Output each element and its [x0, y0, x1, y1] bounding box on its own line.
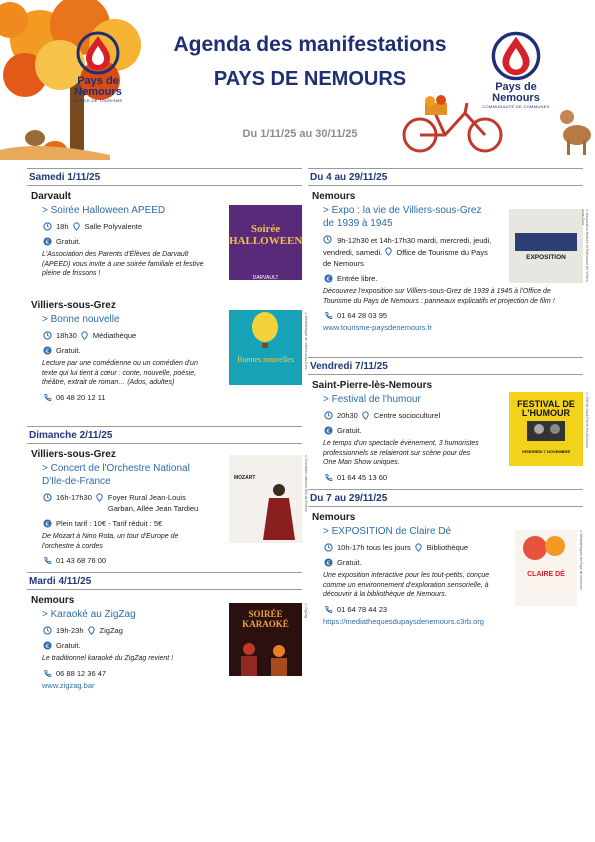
event-town: Nemours [31, 595, 75, 606]
event-price-line [42, 640, 207, 651]
event-expo-claire-de [310, 512, 583, 652]
event-time-line [323, 410, 483, 421]
photo-credit: ©Médiathèque de Villiers-sous-Grez [304, 312, 308, 370]
event-time-line [42, 625, 207, 636]
event-website-link[interactable]: www.zigzag.bar [42, 680, 95, 690]
event-price-line [42, 518, 210, 529]
date-range: Du 1/11/25 au 30/11/25 [242, 128, 358, 140]
event-poster [229, 455, 302, 543]
event-price: Gratuit. [337, 558, 362, 567]
event-town: Darvault [31, 191, 72, 202]
event-phone-line [323, 604, 493, 615]
children-photo-icon [515, 530, 577, 564]
event-price-line [42, 345, 207, 356]
poster-title: EXPOSITION [526, 254, 566, 261]
svg-text:€: € [326, 427, 331, 435]
location-pin-icon [413, 543, 424, 552]
event-phone-line [42, 555, 210, 566]
svg-text:€: € [45, 520, 50, 528]
euro-icon [323, 558, 334, 567]
event-website-link[interactable]: www.tourisme-paysdenemours.fr [323, 323, 433, 332]
event-price-line [323, 557, 493, 568]
svg-text:€: € [45, 642, 50, 650]
logo-right-name: Pays de Nemours [492, 81, 540, 104]
event-price: Gratuit. [337, 426, 362, 435]
event-time-line [323, 542, 493, 553]
photo-credit: ©Orchestre national d'Île-de-France [304, 455, 308, 512]
hot-air-balloon-icon [229, 310, 302, 350]
poster-title: FESTIVAL DE L'HUMOUR [517, 399, 575, 418]
page-title: Agenda des manifestations [173, 33, 447, 56]
event-website-link[interactable]: https://mediathequesdupaysdenemours.c3rb.org [323, 616, 484, 626]
poster-title: Bonnes nouvelles [237, 355, 294, 364]
event-time: 9h-12h30 et 14h-17h30 mardi, mercredi, jeudi, vendredi, samedi. [323, 236, 492, 257]
fawn-illustration [555, 95, 595, 155]
photo-credit: ©Médiathèques du Pays de Nemours [579, 530, 583, 590]
phone-icon [42, 393, 53, 402]
event-price: Gratuit. [56, 346, 81, 355]
event-poster [515, 530, 577, 606]
clock-icon [323, 411, 334, 420]
event-time: 18h [56, 222, 69, 231]
event-place: Médiathèque [92, 331, 137, 340]
event-town: Villiers-sous-Grez [31, 449, 116, 460]
event-karaoke [29, 595, 308, 695]
event-place: Centre socioculturel [373, 411, 441, 420]
clock-icon [42, 493, 53, 502]
event-description: L'Association des Parents d'Élèves de Darvault (APEED) vous invite à une soirée familiale et festive pleine de frissons ! [42, 251, 204, 277]
event-price-line [42, 236, 207, 247]
poster-title: CLAIRE DÉ [527, 571, 565, 578]
event-place: Office de Tourisme du Pays de Nemours [323, 248, 488, 268]
photo-credit: ©Association Histoire et Patrimoine de Villiers-sous-Grez [581, 209, 589, 283]
location-pin-icon [360, 411, 371, 420]
event-poster [509, 392, 583, 466]
comedian-photo-icon [509, 418, 583, 444]
day-header: Dimanche 2/11/25 [27, 426, 302, 444]
event-halloween [29, 191, 302, 295]
day-header: Du 7 au 29/11/25 [308, 489, 583, 507]
svg-text:€: € [326, 559, 331, 567]
photo-credit: ©ZigZag [304, 603, 308, 618]
svg-text:€: € [45, 347, 50, 355]
event-time-line [42, 492, 210, 514]
event-festival-humour [310, 380, 589, 489]
phone-icon [323, 311, 334, 320]
phone-icon [323, 473, 334, 482]
location-pin-icon [384, 247, 393, 256]
event-poster [509, 209, 583, 283]
event-phone-line [323, 472, 483, 483]
event-poster [229, 603, 302, 676]
location-pin-icon [94, 493, 105, 502]
page-subtitle: PAYS DE NEMOURS [213, 68, 407, 90]
event-place: Bibliothèque [426, 543, 469, 552]
event-title-link[interactable]: > Karaoké au ZigZag [42, 609, 136, 620]
nemours-logo-icon [490, 30, 542, 82]
event-time-line [42, 221, 207, 232]
event-time: 16h-17h30 [56, 493, 92, 502]
logo-left-name: Pays de Nemours [74, 75, 122, 98]
svg-text:€: € [45, 238, 50, 246]
clock-icon [323, 543, 334, 552]
svg-text:€: € [326, 275, 331, 283]
event-time: 18h30 [56, 331, 77, 340]
event-price-line [323, 273, 493, 284]
event-price-line [323, 425, 483, 436]
poster-subtitle: DARVAULT [252, 275, 279, 281]
event-phone[interactable]: 01 43 68 76 00 [56, 556, 107, 565]
event-description: Le traditionnel karaoké du ZigZag revient ! [42, 655, 174, 662]
event-phone-line [323, 310, 583, 321]
day-header: Vendredi 7/11/25 [308, 357, 583, 375]
poster-title: MOZART [234, 475, 256, 481]
euro-icon [42, 519, 53, 528]
event-price: Entrée libre. [337, 274, 378, 283]
event-phone-line [42, 392, 207, 403]
day-header: Samedi 1/11/25 [27, 168, 302, 186]
poster-subtitle: VENDREDI 7 NOVEMBRE [521, 449, 571, 454]
event-poster [229, 205, 302, 280]
page-header [0, 0, 595, 160]
event-concert [29, 449, 308, 572]
event-expo-villiers [310, 191, 589, 357]
event-title-link[interactable]: > Festival de l'humour [323, 394, 421, 405]
day-header: Mardi 4/11/25 [27, 572, 302, 590]
event-description: De Mozart à Nino Rota, un tour d'Europe de l'orchestre à cordes [42, 533, 179, 550]
event-town: Nemours [312, 512, 356, 523]
euro-icon [323, 274, 334, 283]
event-phone[interactable]: 01 64 28 03 95 [337, 311, 388, 320]
clock-icon [42, 626, 53, 635]
event-title-link[interactable]: > EXPOSITION de Claire Dé [323, 526, 452, 537]
phone-icon [42, 556, 53, 565]
event-phone-line [42, 668, 207, 679]
nemours-logo-icon [75, 30, 121, 76]
location-pin-icon [71, 222, 82, 231]
right-column [308, 168, 589, 652]
location-pin-icon [79, 331, 90, 340]
clock-icon [42, 331, 53, 340]
event-phone[interactable]: 01 64 78 44 23 [337, 604, 388, 614]
event-phone[interactable]: 01 64 45 13 60 [337, 472, 388, 482]
event-bonne-nouvelle [29, 300, 308, 426]
event-place: ZigZag [99, 626, 123, 635]
clock-icon [42, 222, 53, 231]
location-pin-icon [86, 626, 97, 635]
event-poster [229, 310, 302, 385]
logo-right-tagline: COMMUNAUTÉ DE COMMUNES [482, 104, 550, 109]
event-time: 10h-17h tous les jours [337, 543, 411, 552]
phone-icon [323, 605, 334, 614]
euro-icon [42, 237, 53, 246]
day-header: Du 4 au 29/11/25 [308, 168, 583, 186]
event-description: Découvrez l'exposition sur Villiers-sous-Grez de 1939 à 1945 à l'Office de Tourisme du Pays de Nemours : panneaux explicatifs et projection de film ! [323, 288, 555, 305]
event-title-link[interactable]: > Soirée Halloween APEED [42, 205, 166, 216]
event-phone[interactable]: 06 48 20 12 11 [56, 392, 106, 402]
event-description: Lecture par une comédienne ou un comédien d'un texte qui lui tient à cœur : conte, nouvelle, poésie, théâtre, extrait de roman… (Ados, adultes) [42, 360, 198, 386]
event-place: Foyer Rural Jean-Louis Garban, Allée Jean Tardieu [107, 493, 199, 513]
event-town: Villiers-sous-Grez [31, 300, 116, 311]
event-title-link[interactable]: > Expo : la vie de Villiers-sous-Grez de 1939 à 1945 [323, 205, 482, 229]
clock-icon [323, 235, 332, 244]
event-phone[interactable]: 06 88 12 36 47 [56, 668, 107, 678]
event-title-link[interactable]: > Bonne nouvelle [42, 314, 120, 325]
karaoke-crowd-icon [229, 629, 302, 679]
event-time-line [323, 234, 493, 269]
poster-title: SOIRÉE KARAOKÉ [242, 609, 289, 629]
euro-icon [42, 346, 53, 355]
poster-title: Soirée HALLOWEEN [229, 223, 303, 247]
event-title-link[interactable]: > Concert de l'Orchestre National D'Ile-de-France [42, 463, 190, 487]
violinist-figure-icon [229, 480, 302, 540]
event-time: 19h-23h [56, 626, 84, 635]
euro-icon [42, 641, 53, 650]
event-time: 20h30 [337, 411, 358, 420]
tourism-office-logo [58, 30, 138, 104]
phone-icon [42, 669, 53, 678]
event-price: Gratuit. [56, 641, 81, 650]
bicycle-illustration [395, 95, 515, 155]
logo-left-tagline: OFFICE DE TOURISME [73, 98, 123, 103]
euro-icon [323, 426, 334, 435]
left-column [27, 168, 308, 695]
event-price: Gratuit. [56, 237, 81, 246]
event-place: Salle Polyvalente [84, 222, 143, 231]
event-description: Le temps d'un spectacle évènement, 3 humoristes professionnels se relaieront sur scène pour des One Man Show uniques. [323, 440, 479, 466]
event-town: Saint-Pierre-lès-Nemours [312, 380, 433, 391]
event-town: Nemours [312, 191, 356, 202]
event-price: Plein tarif : 10€ - Tarif réduit : 5€ [56, 519, 163, 528]
event-time-line [42, 330, 207, 341]
photo-credit: ©Ville de Saint-Pierre-lès-Nemours [585, 392, 589, 448]
event-description: Une exposition interactive pour les tout-petits, conçue comme un environnement d'exploration sensorielle, à découvrir à la bibliothèque de Nemours. [323, 572, 490, 598]
